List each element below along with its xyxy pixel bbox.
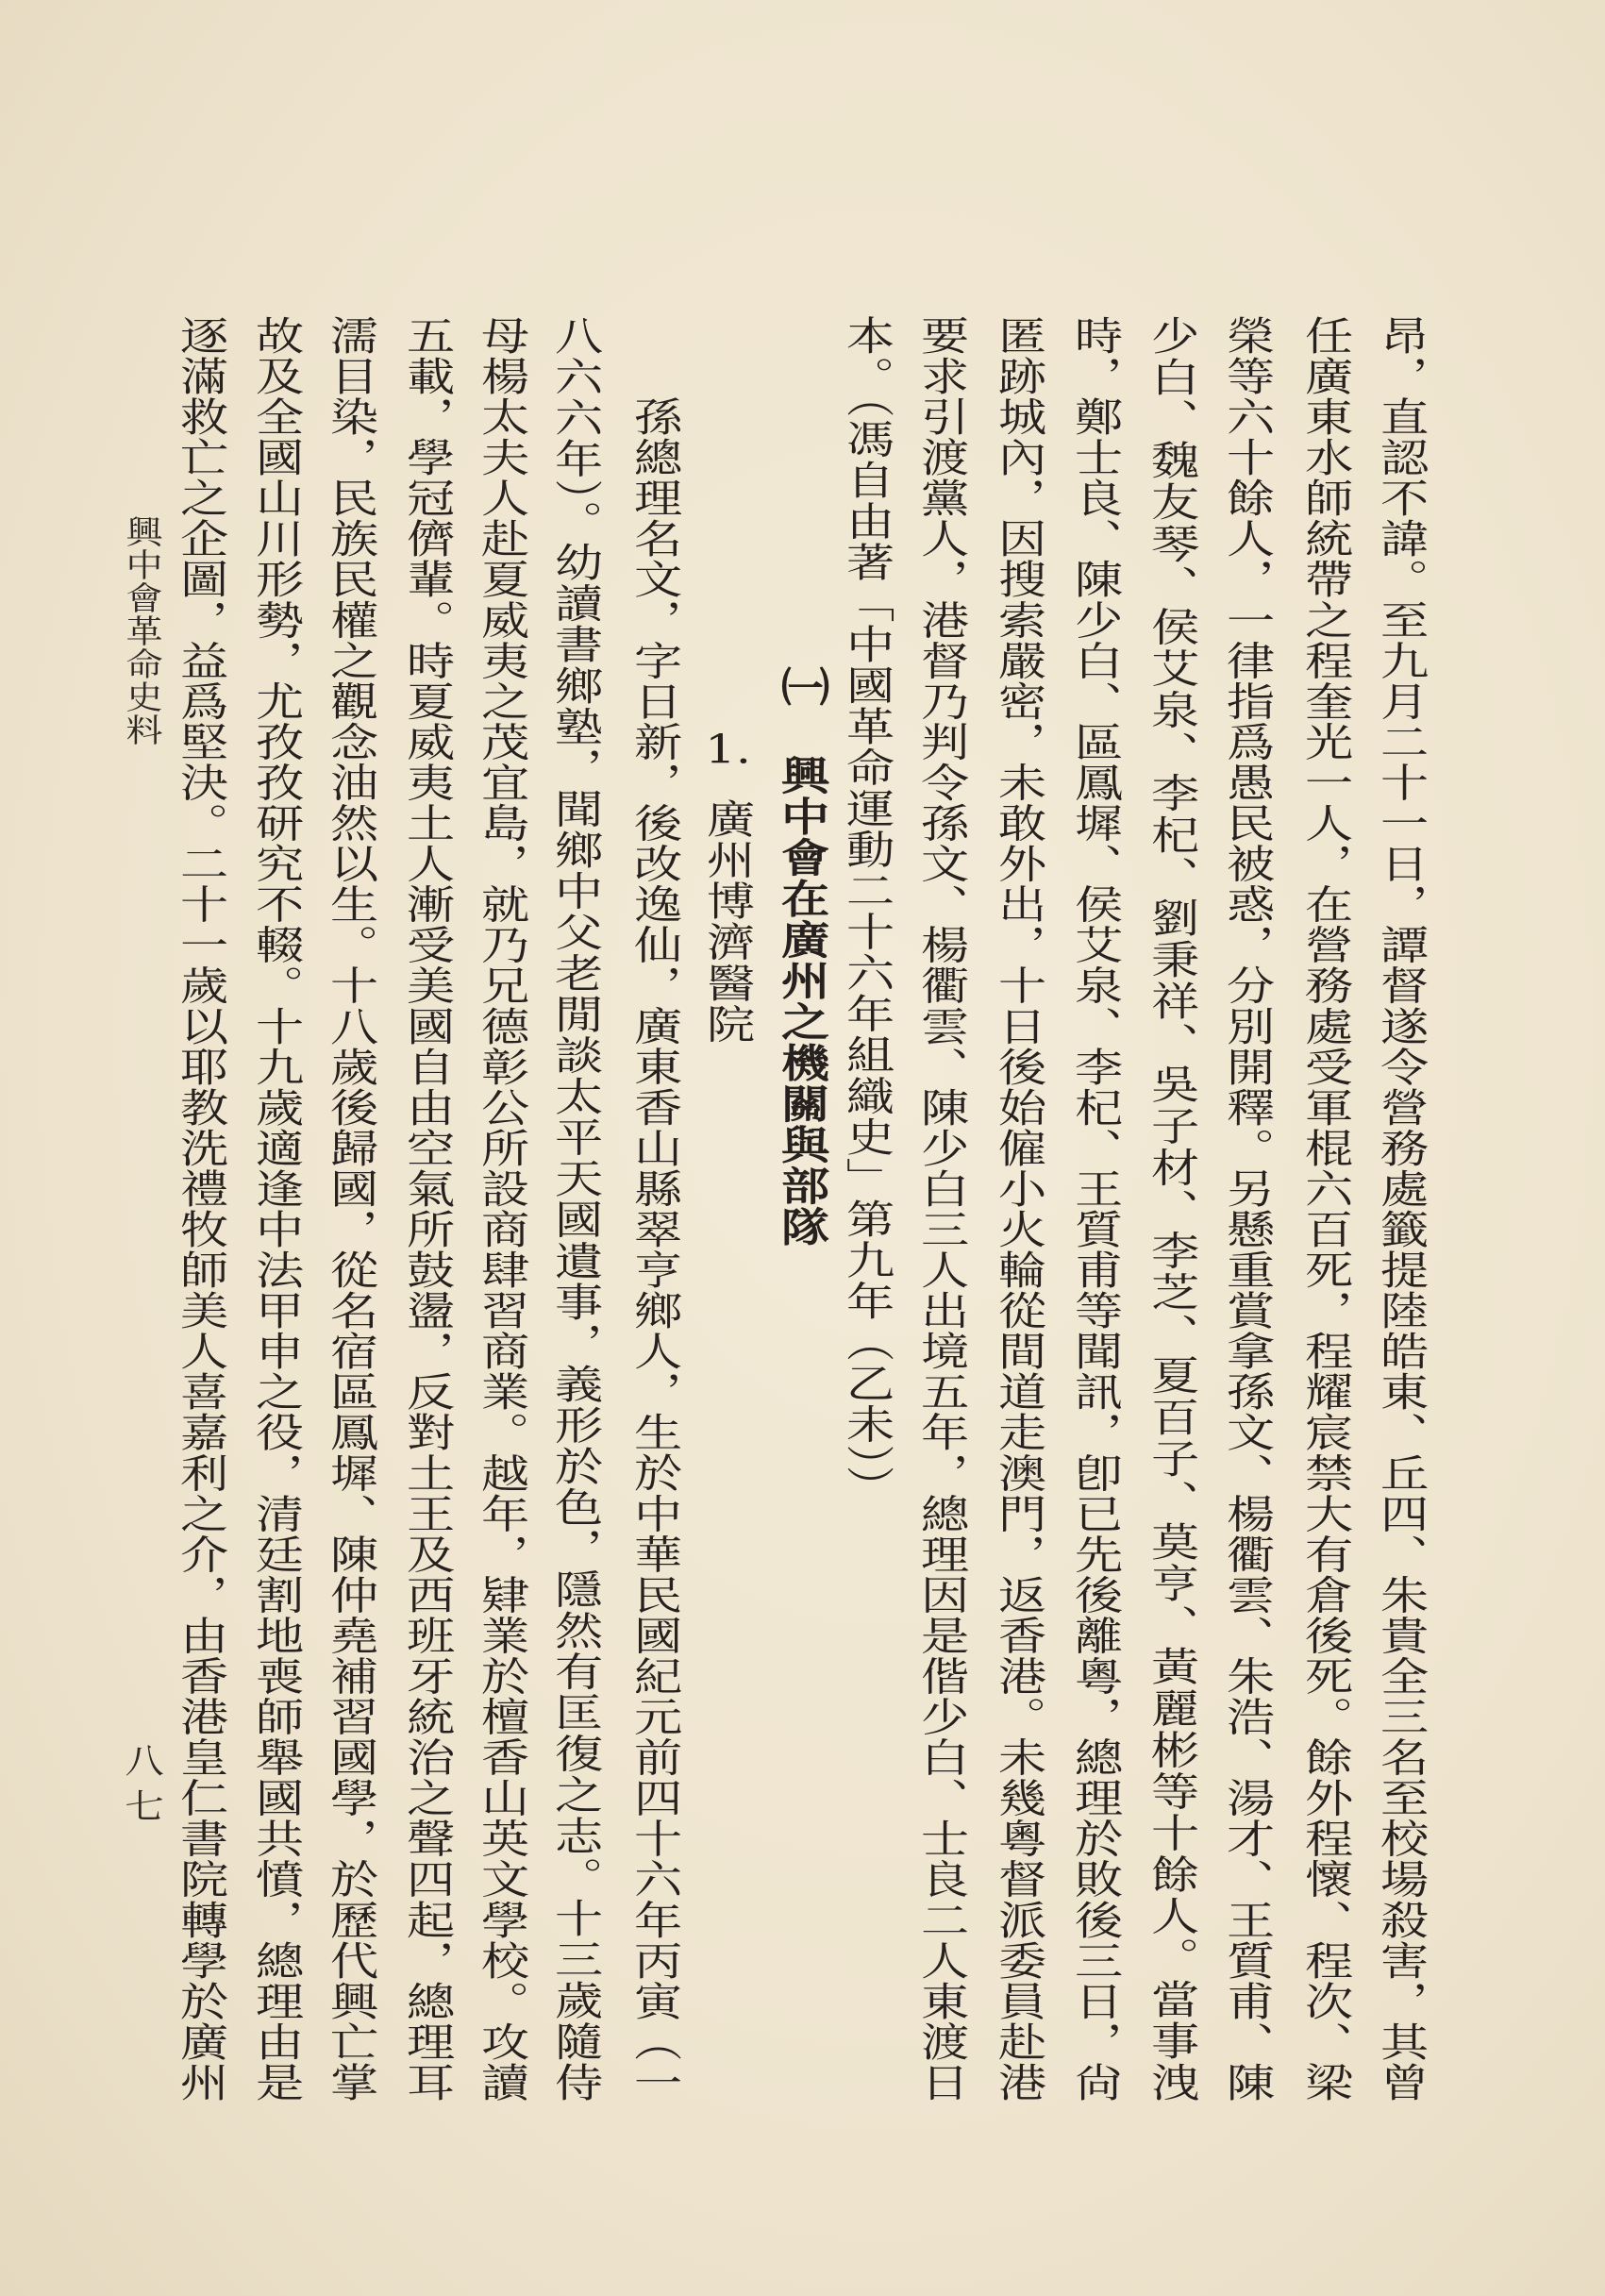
paragraph-column: 五載，學冠儕輩。時夏威夷土人漸受美國自由空氣所鼓盪，反對土王及西班牙統治之聲四起，總理耳 <box>399 315 457 2102</box>
paragraph-column-first: 孫總理名文，字日新，後改逸仙，廣東香山縣翠亨鄉人，生於中華民國紀元前四十六年丙寅（一 <box>627 396 684 2102</box>
paragraph-column: 故及全國山川形勢，尤孜孜研究不輟。十九歲適逢中法甲申之役，清廷割地喪師舉國共憤，總理由是 <box>248 315 306 2102</box>
subsection-number <box>693 729 761 769</box>
text-column: 匿跡城內，因搜索嚴密，未敢外出，十日後始僱小火輪從間道走澳門，返香港。未幾粵督派委員赴港 <box>991 315 1048 2102</box>
text-column-citation: 本。（馮自由著「中國革命運動二十六年組織史」第九年（乙未）） <box>839 315 896 1507</box>
paragraph-column: 八六六年）。幼讀書鄉塾，聞鄉中父老閒談太平天國遺事，義形於色，隱然有匡復之志。十三歲隨侍 <box>547 315 605 2102</box>
text-column: 任廣東水師統帶之程奎光一人，在營務處受軍棍六百死，程耀宸禁大有倉後死。餘外程懷、程次、梁 <box>1297 315 1355 2102</box>
paragraph-column: 逐滿救亡之企圖，益爲堅決。二十一歲以耶教洗禮牧師美人喜嘉利之介，由香港皇仁書院轉學於廣州 <box>173 315 230 2102</box>
text-column: 榮等六十餘人，一律指爲愚民被惑，分別開釋。另懸重賞拿孫文、楊衢雲、朱浩、湯才、王質甫、陳 <box>1219 315 1277 2102</box>
text-column: 要求引渡黨人，港督乃判令孫文、楊衢雲、陳少白三人出境五年，總理因是偕少白、士良二人東渡日 <box>913 315 971 2102</box>
section-number: ㈠ <box>774 666 831 708</box>
text-column: 少白、魏友琴、侯艾泉、李杞、劉秉祥、吳子材、李芝、夏百子、莫亨、黃麗彬等十餘人。當事洩 <box>1144 315 1201 2102</box>
subsection-number-text: 1. <box>705 729 752 769</box>
page-number: 八七 <box>119 1743 164 1834</box>
running-title: 興中會革命史料 <box>119 515 162 746</box>
section-heading: 興中會在廣州之機關與部隊 <box>774 755 831 1248</box>
subsection-heading: 廣州博濟醫院 <box>699 798 757 1045</box>
paragraph-column: 濡目染，民族民權之觀念油然以生。十八歲後歸國，從名宿區鳳墀、陳仲堯補習國學，於歷代興亡掌 <box>323 315 380 2102</box>
paragraph-column: 母楊太夫人赴夏威夷之茂宜島，就乃兄德彰公所設商肆習商業。越年，肄業於檀香山英文學校。攻讀 <box>474 315 531 2102</box>
text-column: 時，鄭士良、陳少白、區鳳墀、侯艾泉、李杞、王質甫等聞訊，卽已先後離粵，總理於敗後三日，尙 <box>1067 315 1125 2102</box>
text-column: 昂，直認不諱。至九月二十一日，譚督遂令營務處籤提陸皓東、丘四、朱貴全三名至校場殺害，其曾 <box>1373 315 1430 2102</box>
